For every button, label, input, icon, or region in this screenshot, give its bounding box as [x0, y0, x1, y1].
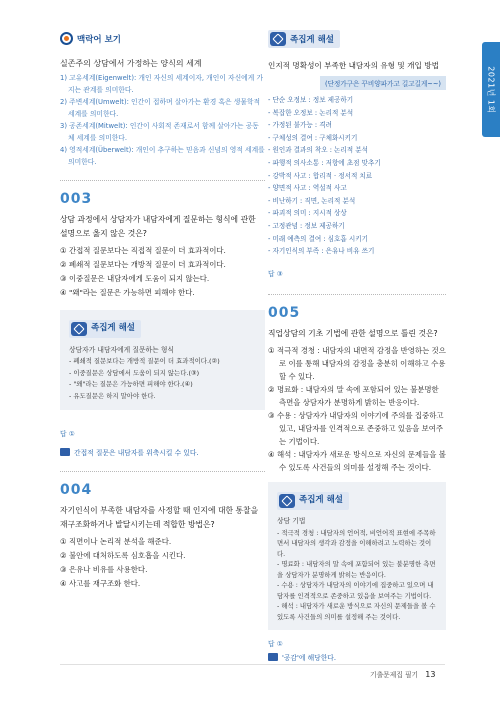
question-text: 상담 과정에서 상담자가 내담자에게 질문하는 형식에 관한 설명으로 옳지 않은 것은? — [60, 215, 256, 238]
option[interactable]: ② 폐쇄적 질문보다는 개방적 질문이 더 효과적이다. — [60, 260, 226, 269]
explanation-box — [268, 482, 446, 631]
extra-section-badge — [60, 32, 121, 45]
answer: 답 ③ — [268, 269, 283, 278]
mnemonic-banner: (단정가구은 꾸비양파가고 길고길게~~) — [320, 76, 446, 90]
explanation-item: - 비난하기 : 직면, 논리적 분석 — [268, 196, 356, 205]
explanation-item: - 강박적 사고 : 합리적 · 정서적 치료 — [268, 171, 373, 180]
question-text: 자기인식이 부족한 내담자를 사정할 때 인지에 대한 통찰을 재구조화하거나 발달시키는데 적합한 방법은? — [60, 506, 259, 529]
section-tab-label: 2021년 1회 — [486, 65, 496, 114]
option[interactable]: ① 직면이나 논리적 분석을 해준다. — [60, 537, 172, 546]
explanation-item: - 이중질문은 상담에서 도움이 되지 않는다.(③) — [69, 368, 200, 377]
answer: 답 ① — [268, 640, 283, 649]
explanation-item: - 가정된 불가능 : 격려 — [268, 121, 332, 130]
footer-label: 기출문제집 필기 — [370, 671, 419, 679]
target-icon — [60, 32, 73, 45]
question-text: 직업상담의 기초 기법에 관한 설명으로 틀린 것은? — [268, 328, 438, 338]
explanation-item: - 고정관념 : 정보 제공하기 — [268, 221, 345, 230]
option[interactable]: ④ "왜"라는 질문은 가능하면 피해야 한다. — [60, 288, 195, 297]
option[interactable]: ③ 수용 : 상담자가 내담자의 이야기에 주의를 집중하고 있고, 내담자를 인격적으로 존중하고 있음을 보여주는 기법이다. — [268, 410, 444, 446]
options-list — [60, 535, 265, 591]
explanation-item: - 파행적 의사소통 : 저항에 초점 맞추기 — [268, 158, 381, 167]
extra-title: 실존주의 상담에서 가정하는 양식의 세계 — [60, 59, 202, 68]
explanation-item: - 수용 : 상담자가 내담자의 이야기에 집중하고 있으며 내담자를 인격적으로 존중하고 있음을 보여주는 기법이다. — [277, 581, 434, 600]
divider — [268, 294, 446, 295]
explanation-item: - 양면적 사고 : 역설적 사고 — [268, 184, 347, 193]
explanation-label: 족집게 해설 — [290, 35, 335, 45]
extra-section-label: 맥락어 보기 — [77, 34, 122, 45]
extra-item: 4) 영적세계(Überwelt): 개인이 추구하는 믿음과 신념의 영적 세계를 의미한다. — [60, 146, 265, 166]
explanation-item: - "왜"라는 질문은 가능하면 피해야 한다.(④) — [69, 380, 193, 388]
answer: 답 ① — [60, 430, 75, 438]
explanation-box — [60, 310, 265, 410]
extra-list — [60, 72, 265, 168]
explanation-item: - 명료화 : 내담자의 말 속에 포함되어 있는 불분명한 측면을 상담자가 분명하게 밝히는 반응이다. — [277, 560, 436, 579]
explanation-icon — [71, 322, 87, 336]
explanation-icon — [270, 32, 286, 46]
left-column — [60, 30, 265, 591]
explanation-item: - 단순 오정보 : 정보 제공하기 — [268, 96, 354, 104]
explanation-heading: 인지적 명확성이 부족한 내담자의 유형 및 개입 방법 — [268, 61, 439, 70]
page-footer — [370, 669, 435, 679]
extra-item: 1) 고유세계(Eigenwelt): 개인 자신의 세계이자, 개인이 자신에게 가지는 관계를 의미한다. — [60, 74, 264, 94]
question-number: 004 — [60, 482, 93, 498]
option[interactable]: ① 간접적 질문보다는 직접적 질문이 더 효과적이다. — [60, 246, 226, 255]
note-icon — [60, 448, 70, 456]
extra-item: 2) 주변세계(Umwelt): 인간이 접하며 살아가는 환경 혹은 생물학적 세계를 의미한다. — [60, 98, 261, 118]
explanation-item: - 파괴적 의미 : 지시적 상상 — [268, 209, 347, 218]
explanation-item: - 복잡한 오정보 : 논리적 분석 — [268, 108, 354, 117]
divider — [60, 471, 265, 472]
option[interactable]: ④ 해석 : 내담자가 새로운 방식으로 자신의 문제들을 볼 수 있도록 사건들의 의미를 설정해 주는 것이다. — [268, 449, 446, 472]
explanation-heading: 상담자가 내담자에게 질문하는 형식 — [69, 345, 174, 354]
note-line — [60, 447, 265, 457]
explanation-list — [69, 356, 256, 402]
note-line — [268, 652, 446, 662]
extra-item: 3) 공존세계(Mitwelt): 인간이 사회적 존재로서 함께 살아가는 공동체 세계를 의미한다. — [60, 122, 259, 142]
explanation-label: 족집게 해설 — [299, 494, 344, 505]
question-number: 003 — [60, 191, 93, 207]
options-list — [60, 244, 265, 300]
note-text: 간접적 질문은 내담자를 위축시킬 수 있다. — [74, 449, 199, 457]
note-text: '공감'에 해당한다. — [282, 654, 337, 663]
explanation-badge — [268, 30, 340, 48]
note-icon — [268, 653, 278, 661]
page-number: 13 — [425, 670, 436, 679]
explanation-list — [268, 94, 446, 258]
explanation-item: - 자기인식의 부족 : 은유나 비유 쓰기 — [268, 247, 375, 256]
divider — [60, 180, 265, 181]
explanation-heading: 상담 기법 — [277, 517, 306, 526]
option[interactable]: ② 불안에 대처하도록 심호흡을 시킨다. — [60, 551, 186, 560]
option[interactable]: ④ 사고를 재구조화 한다. — [60, 579, 141, 588]
explanation-label: 족집게 해설 — [91, 323, 136, 334]
explanation-item: - 유도질문은 하지 말아야 한다. — [69, 391, 156, 400]
options-list — [268, 344, 446, 474]
option[interactable]: ③ 은유나 비유를 사용한다. — [60, 565, 148, 574]
explanation-item: - 구체성의 결여 : 구체화시키기 — [268, 133, 358, 142]
section-tab[interactable] — [482, 42, 500, 137]
option[interactable]: ③ 이중질문은 내담자에게 도움이 되지 않는다. — [60, 274, 210, 283]
explanation-item: - 원인과 결과의 착오 : 논리적 분석 — [268, 146, 368, 155]
option[interactable]: ② 명료화 : 내담자의 말 속에 포함되어 있는 불분명한 측면을 상담자가 분명하게 밝히는 반응이다. — [268, 384, 439, 407]
footer-rule — [60, 664, 445, 665]
explanation-list — [277, 528, 437, 623]
explanation-item: - 해석 : 내담자가 새로운 방식으로 자신의 문제들을 볼 수 있도록 사건들의 의미를 설정해 주는 것이다. — [277, 602, 436, 621]
explanation-item: - 미래 예측의 결여 : 심호흡 시키기 — [268, 234, 368, 243]
question-number: 005 — [268, 304, 301, 321]
explanation-item: - 적극적 경청 : 내담자의 언어적, 비언어적 표현에 주목하면서 내담자의 생각과 감정을 이해하려고 노력하는 것이다. — [277, 528, 436, 558]
option[interactable]: ① 적극적 경청 : 내담자의 내면적 감정을 반영하는 것으로 이를 통해 내담자의 감정을 충분히 이해하고 수용할 수 있다. — [268, 345, 446, 381]
right-column — [268, 30, 446, 662]
explanation-badge — [69, 320, 141, 338]
explanation-badge — [277, 492, 349, 510]
explanation-item: - 폐쇄적 질문보다는 개방적 질문이 더 효과적이다.(②) — [69, 357, 220, 365]
explanation-icon — [279, 494, 295, 508]
